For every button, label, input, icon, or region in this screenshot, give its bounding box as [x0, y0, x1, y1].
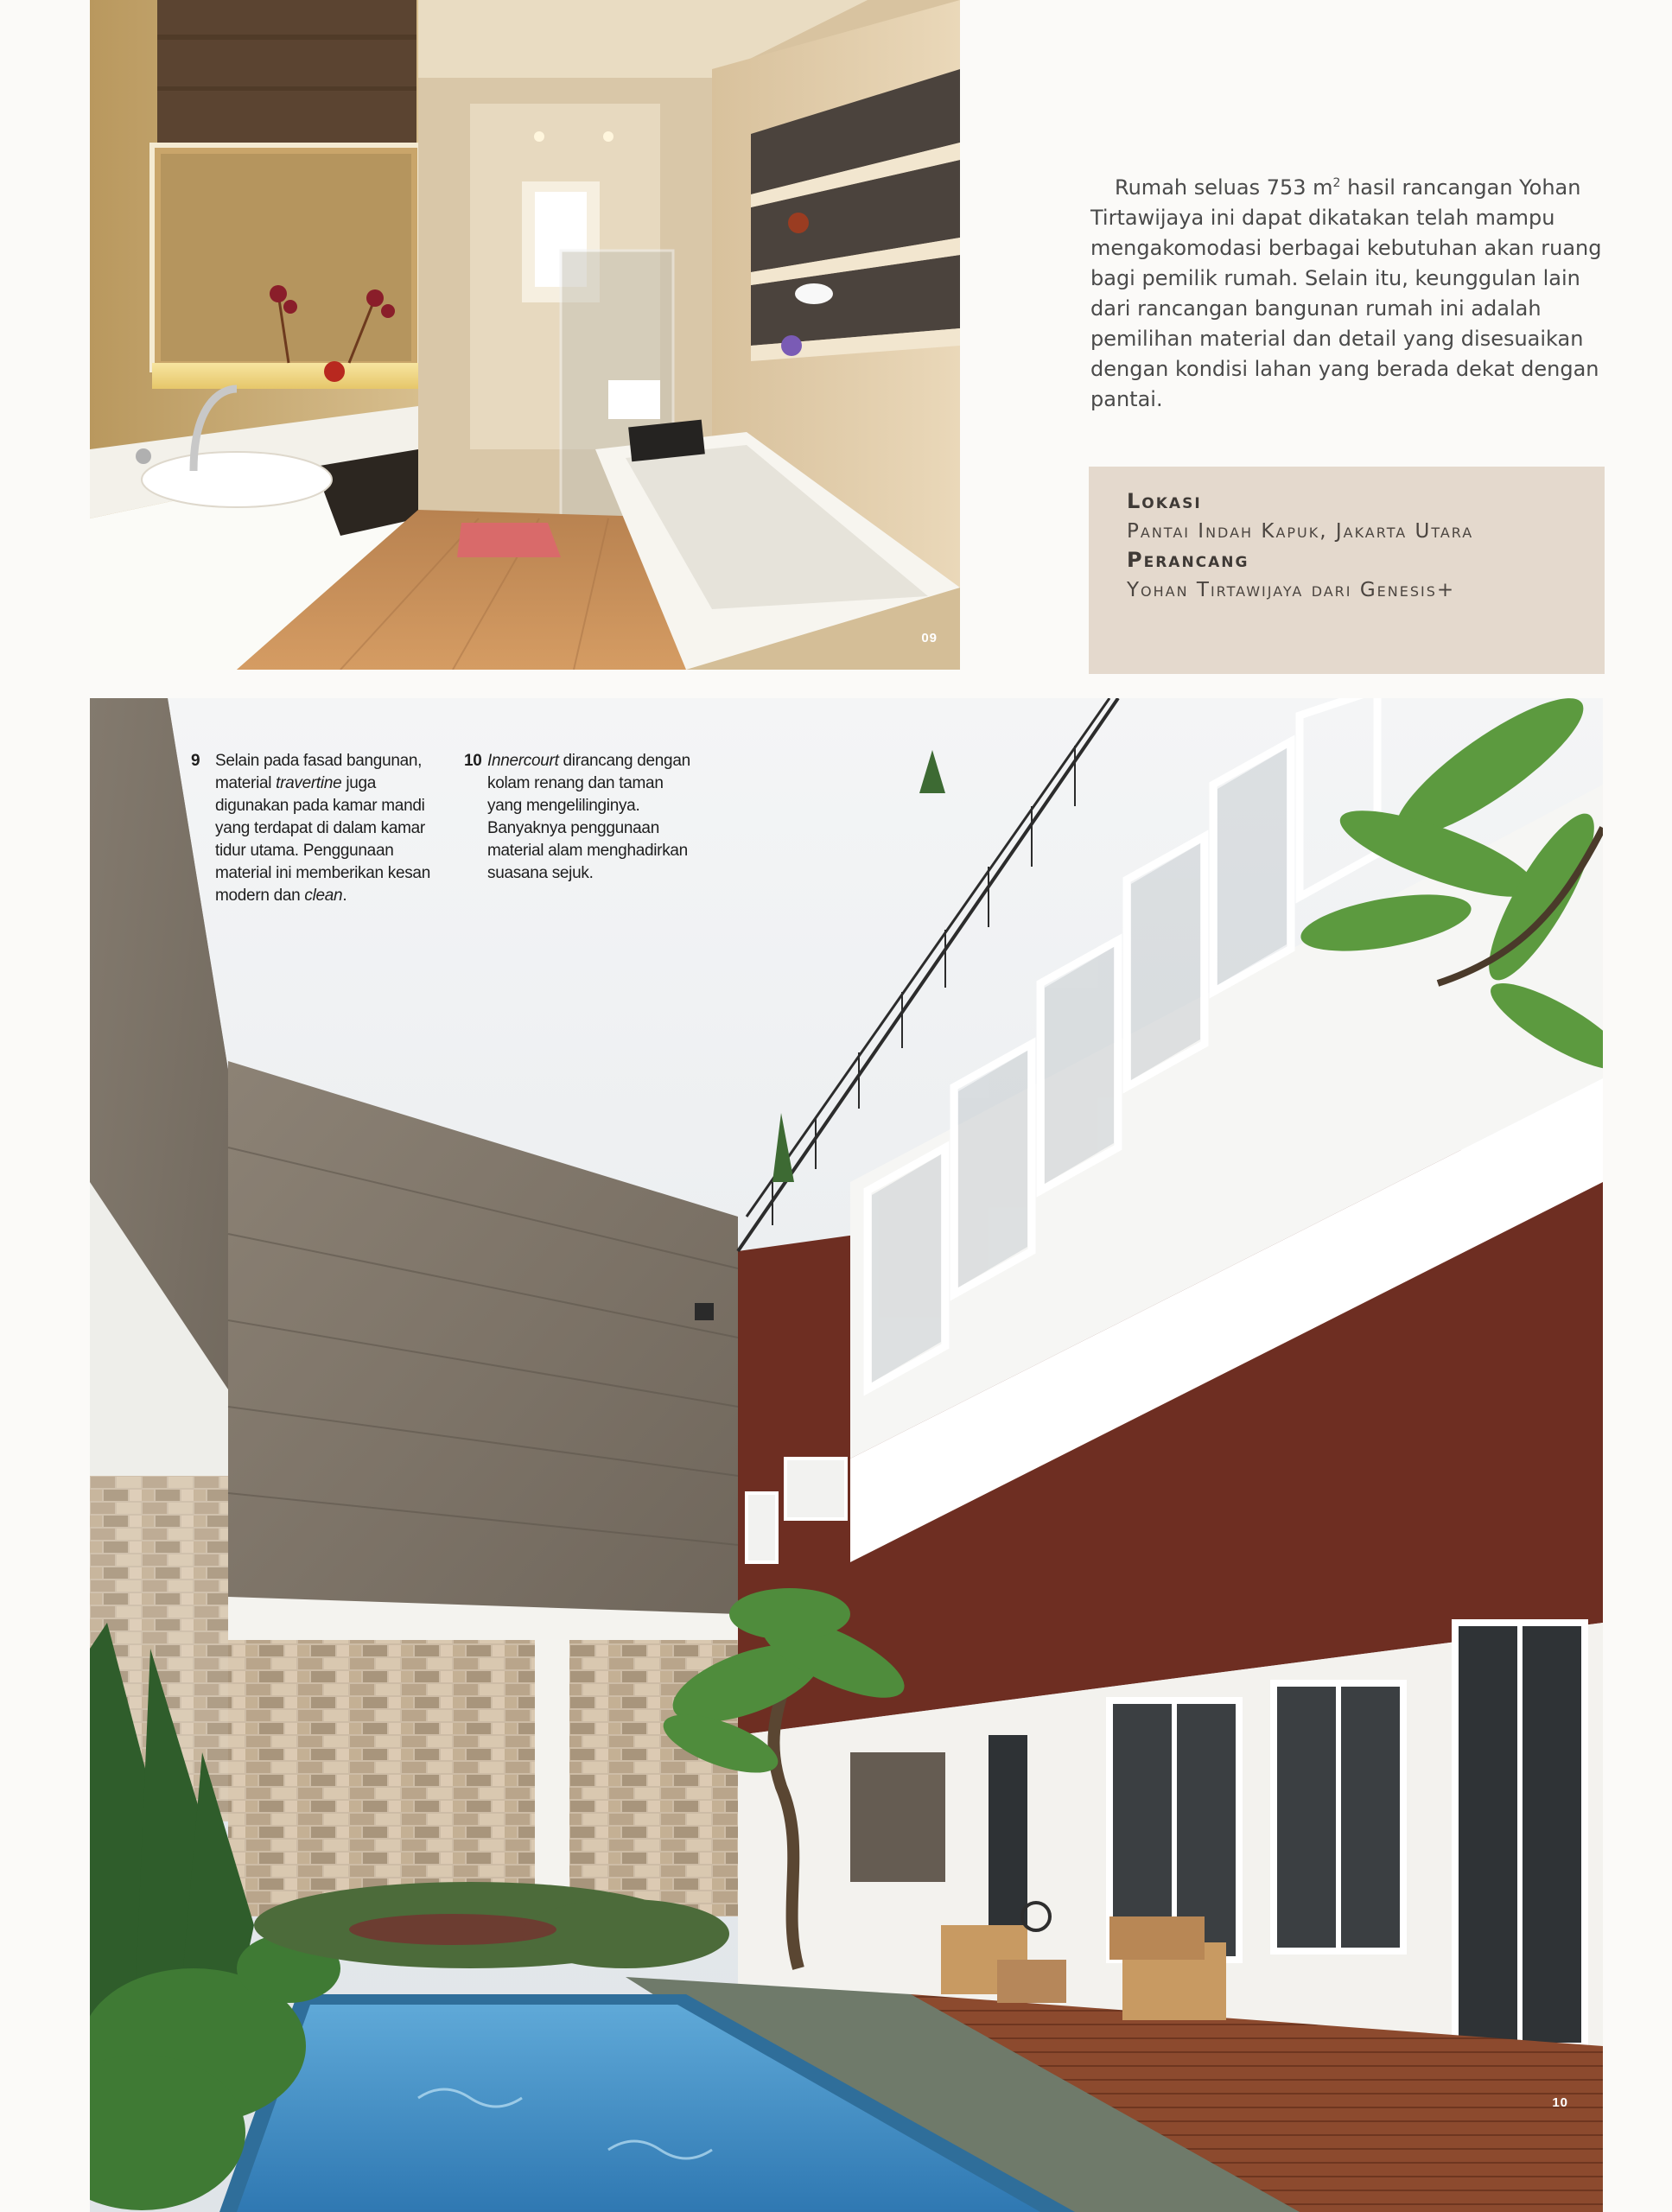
- courtyard-photo: [90, 698, 1603, 2212]
- intro-superscript: 2: [1332, 176, 1341, 190]
- caption-9-italic-2: clean: [304, 887, 343, 905]
- caption-10-italic-1: Innercourt: [487, 752, 559, 770]
- intro-text-rest: hasil rancangan Yohan Tirtawijaya ini dapat dikatakan telah mampu mengakomodasi berbagai kebutuhan akan ruang bagi pemilik rumah. Selain itu, keunggulan lain dari rancangan bangunan rumah ini adalah pemilihan material dan detail yang disesuaikan dengan kondisi lahan yang berada dekat dengan pantai.: [1090, 175, 1602, 411]
- designer-label: Perancang: [1127, 548, 1249, 572]
- caption-9-part-2: juga digunakan pada kamar mandi yang terdapat di dalam kamar tidur utama. Penggunaan material ini memberikan kesan modern dan: [215, 774, 430, 905]
- caption-9-number: 9: [191, 752, 200, 770]
- caption-10-part-1: dirancang dengan kolam renang dan taman yang mengelilinginya. Banyaknya penggunaan material alam menghadirkan suasana sejuk.: [487, 752, 690, 882]
- courtyard-illustration: [90, 698, 1603, 2212]
- caption-9-text: [215, 750, 440, 907]
- photo-number-09: 09: [921, 631, 938, 645]
- caption-9: [191, 750, 440, 907]
- location-label: Lokasi: [1127, 489, 1202, 513]
- intro-text-start: Rumah seluas 753 m: [1115, 175, 1333, 200]
- designer-value: Yohan Tirtawijaya dari Genesis+: [1127, 579, 1456, 601]
- photo-number-10: 10: [1552, 2095, 1568, 2110]
- location-value: Pantai Indah Kapuk, Jakarta Utara: [1127, 520, 1474, 543]
- caption-9-italic-1: travertine: [276, 774, 342, 792]
- project-info-box: [1089, 467, 1605, 674]
- caption-9-part-3: .: [342, 887, 347, 905]
- caption-9-part-1: Selain pada fasad bangunan, material: [215, 752, 423, 792]
- bathroom-illustration: [90, 0, 960, 670]
- bathroom-photo: [90, 0, 960, 670]
- caption-10: [464, 750, 695, 885]
- caption-10-number: 10: [464, 752, 482, 770]
- caption-10-text: [487, 750, 695, 885]
- intro-paragraph: [1090, 173, 1605, 415]
